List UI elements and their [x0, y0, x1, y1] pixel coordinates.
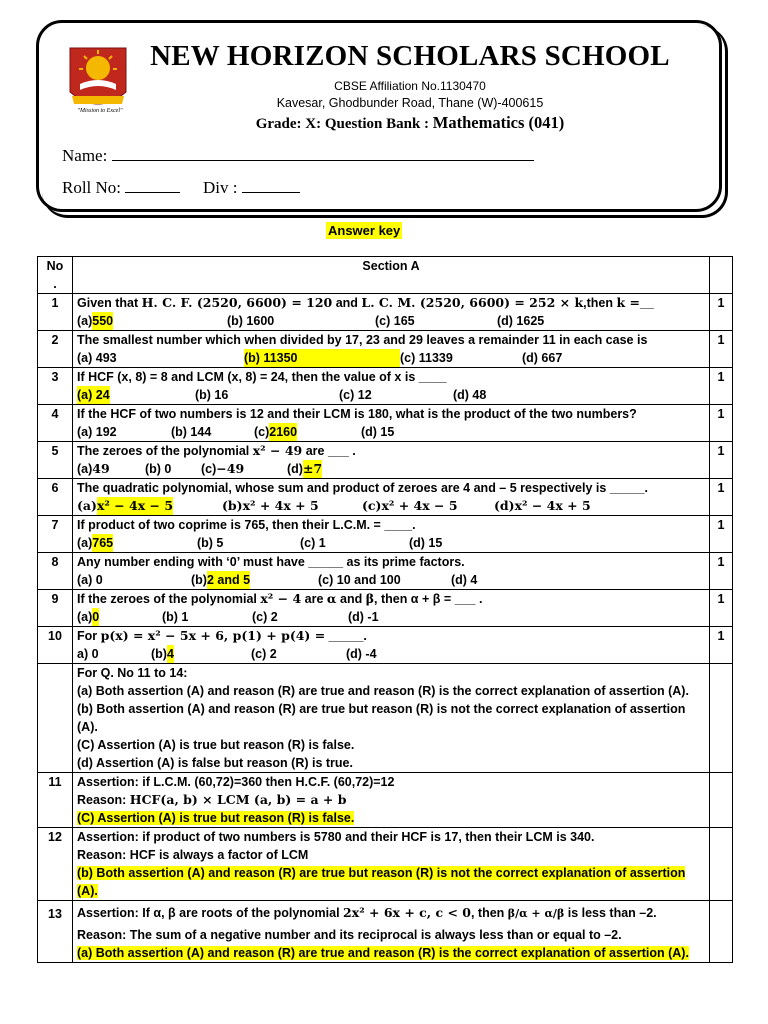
table-row: [38, 331, 733, 368]
question-number: 13: [38, 901, 73, 963]
table-header-row: [38, 257, 733, 294]
answer-text: (a) Both assertion (A) and reason (R) are true and reason (R) is the correct explanation of assertion (A).: [77, 946, 689, 960]
correct-option: 2 and 5: [206, 573, 251, 587]
question-cell: [73, 331, 710, 368]
answer-text: (b) Both assertion (A) and reason (R) are true but reason (R) is not the correct explanation of assertion (A).: [77, 866, 686, 898]
question-cell: [73, 294, 710, 331]
question-text: If the HCF of two numbers is 12 and their LCM is 180, what is the product of the two numbers?: [77, 407, 637, 421]
question-number: 9: [38, 590, 73, 627]
div-label: Div :: [203, 178, 238, 197]
marks: 1: [710, 294, 733, 331]
correct-option: x² − 4x − 5: [96, 498, 174, 513]
table-row: [38, 294, 733, 331]
options: (a) 192 (b) 144 (c)2160 (d) 15: [77, 425, 395, 439]
roll-blank[interactable]: [125, 178, 180, 193]
correct-option: 550: [92, 314, 114, 328]
question-text: If HCF (x, 8) = 8 and LCM (x, 8) = 24, then the value of x is ____: [77, 370, 447, 384]
name-blank[interactable]: [112, 146, 534, 161]
question-number: 10: [38, 627, 73, 664]
subject-name: Mathematics (041): [432, 113, 565, 132]
affiliation-number: CBSE Affiliation No.1130470: [334, 79, 486, 93]
correct-option: (b) 11350: [244, 349, 400, 367]
question-cell: [73, 828, 710, 901]
question-cell: [73, 479, 710, 516]
question-text: If the zeroes of the polynomial x² − 4 are α and β, then α + β = ___ .: [77, 591, 483, 606]
question-cell: [73, 442, 710, 479]
question-number: 11: [38, 773, 73, 828]
table-row: [38, 442, 733, 479]
question-cell: [73, 901, 710, 963]
options: (a)x² − 4x − 5 (b)x² + 4x + 5 (c)x² + 4x − 5 (d)x² − 4x + 5: [77, 498, 591, 513]
question-number: 2: [38, 331, 73, 368]
question-cell: [73, 627, 710, 664]
assertion-text: Assertion: If α, β are roots of the polynomial 2x² + 6x + c, c < 0, then β/α + α/β is less than –2.: [77, 905, 657, 920]
table-row: [38, 773, 733, 828]
reason-text: Reason: HCF(a, b) × LCM (a, b) = a + b: [77, 792, 347, 807]
question-number: 1: [38, 294, 73, 331]
roll-label: Roll No:: [62, 178, 122, 197]
instructions-cell: For Q. No 11 to 14: (a) Both assertion (A) and reason (R) are true and reason (R) is the correct explanation of assertion (A). (b) Both assertion (A) and reason (R) are true but reason (R) is not the correct explanation of assertion (A). (C) Assertion (A) is true but reason (R) is false. (d) Assertion (A) is false but reason (R) is true.: [73, 664, 710, 773]
marks: 1: [710, 368, 733, 405]
table-row: [38, 828, 733, 901]
question-text: The quadratic polynomial, whose sum and product of zeroes are 4 and – 5 respectively is _____.: [77, 481, 649, 495]
marks: 1: [710, 627, 733, 664]
options: (a)550 (b) 1600 (c) 165 (d) 1625: [77, 314, 545, 328]
question-text: If product of two coprime is 765, then their L.C.M. = ____.: [77, 518, 416, 532]
question-number: 4: [38, 405, 73, 442]
table-row: [38, 590, 733, 627]
question-text: The smallest number which when divided by 17, 23 and 29 leaves a remainder 11 in each case is: [77, 333, 648, 347]
marks: 1: [710, 405, 733, 442]
answer-key-label: Answer key: [328, 223, 401, 238]
marks: 1: [710, 331, 733, 368]
school-address: Kavesar, Ghodbunder Road, Thane (W)-400615: [276, 96, 544, 110]
question-text: Any number ending with ‘0’ must have _____ as its prime factors.: [77, 555, 465, 569]
options: (a)0 (b) 1 (c) 2 (d) -1: [77, 610, 379, 624]
table-row: [38, 368, 733, 405]
table-row: [38, 516, 733, 553]
marks-header: [710, 257, 733, 294]
options: (a)765 (b) 5 (c) 1 (d) 15: [77, 536, 443, 550]
marks: 1: [710, 516, 733, 553]
question-number: 3: [38, 368, 73, 405]
school-motto: "Mission to Excel": [77, 108, 123, 114]
question-number: 6: [38, 479, 73, 516]
question-cell: [73, 553, 710, 590]
question-cell: [73, 368, 710, 405]
correct-option: 2160: [269, 425, 298, 439]
section-header: Section A: [73, 257, 710, 294]
no-header: No .: [38, 257, 73, 294]
options: (a) 24 (b) 16 (c) 12 (d) 48: [77, 388, 487, 402]
reason-text: Reason: The sum of a negative number and its reciprocal is always less than or equal to –2.: [77, 928, 622, 942]
assertion-text: Assertion: if L.C.M. (60,72)=360 then H.C.F. (60,72)=12: [77, 775, 395, 789]
roll-field[interactable]: [62, 178, 180, 198]
marks: 1: [710, 553, 733, 590]
question-text: For p(x) = x² − 5x + 6, p(1) + p(4) = _____.: [77, 628, 367, 643]
answer-text: (C) Assertion (A) is true but reason (R) is false.: [77, 811, 355, 825]
options: (a) 493 (b) 11350 (c) 11339 (d) 667: [77, 351, 563, 365]
question-cell: [73, 590, 710, 627]
school-name: NEW HORIZON SCHOLARS SCHOOL: [150, 40, 670, 72]
table-row: [38, 553, 733, 590]
question-cell: [73, 773, 710, 828]
reason-text: Reason: HCF is always a factor of LCM: [77, 848, 309, 862]
name-label: Name:: [62, 146, 108, 165]
question-number: 5: [38, 442, 73, 479]
div-blank[interactable]: [242, 178, 300, 193]
div-field[interactable]: [203, 178, 300, 198]
instructions-row: [38, 664, 733, 773]
table-row: [38, 405, 733, 442]
question-text: Given that H. C. F. (2520, 6600) = 120 and L. C. M. (2520, 6600) = 252 × k,then k =__: [77, 295, 654, 310]
question-number: 7: [38, 516, 73, 553]
question-cell: [73, 405, 710, 442]
options: (a) 0 (b)2 and 5 (c) 10 and 100 (d) 4: [77, 573, 478, 587]
correct-option: 0: [92, 610, 100, 624]
options: a) 0 (b)4 (c) 2 (d) -4: [77, 647, 377, 661]
marks: 1: [710, 442, 733, 479]
correct-option: 4: [166, 647, 174, 661]
grade-line: [140, 113, 680, 133]
correct-option: (a) 24: [77, 388, 110, 402]
table-row: [38, 627, 733, 664]
question-cell: [73, 516, 710, 553]
table-row: [38, 479, 733, 516]
marks: 1: [710, 479, 733, 516]
options: (a)49 (b) 0 (c)−49 (d)±7: [77, 461, 323, 476]
question-number: 12: [38, 828, 73, 901]
question-number: 8: [38, 553, 73, 590]
question-table: [37, 256, 733, 963]
question-text: The zeroes of the polynomial x² − 49 are ___ .: [77, 443, 356, 458]
name-field[interactable]: [62, 146, 534, 166]
table-row: [38, 901, 733, 963]
grade-prefix: Grade: X: Question Bank :: [255, 116, 433, 132]
correct-option: 765: [92, 536, 114, 550]
correct-option: ±7: [302, 461, 323, 476]
marks: 1: [710, 590, 733, 627]
assertion-text: Assertion: if product of two numbers is 5780 and their HCF is 17, then their LCM is 340.: [77, 830, 595, 844]
